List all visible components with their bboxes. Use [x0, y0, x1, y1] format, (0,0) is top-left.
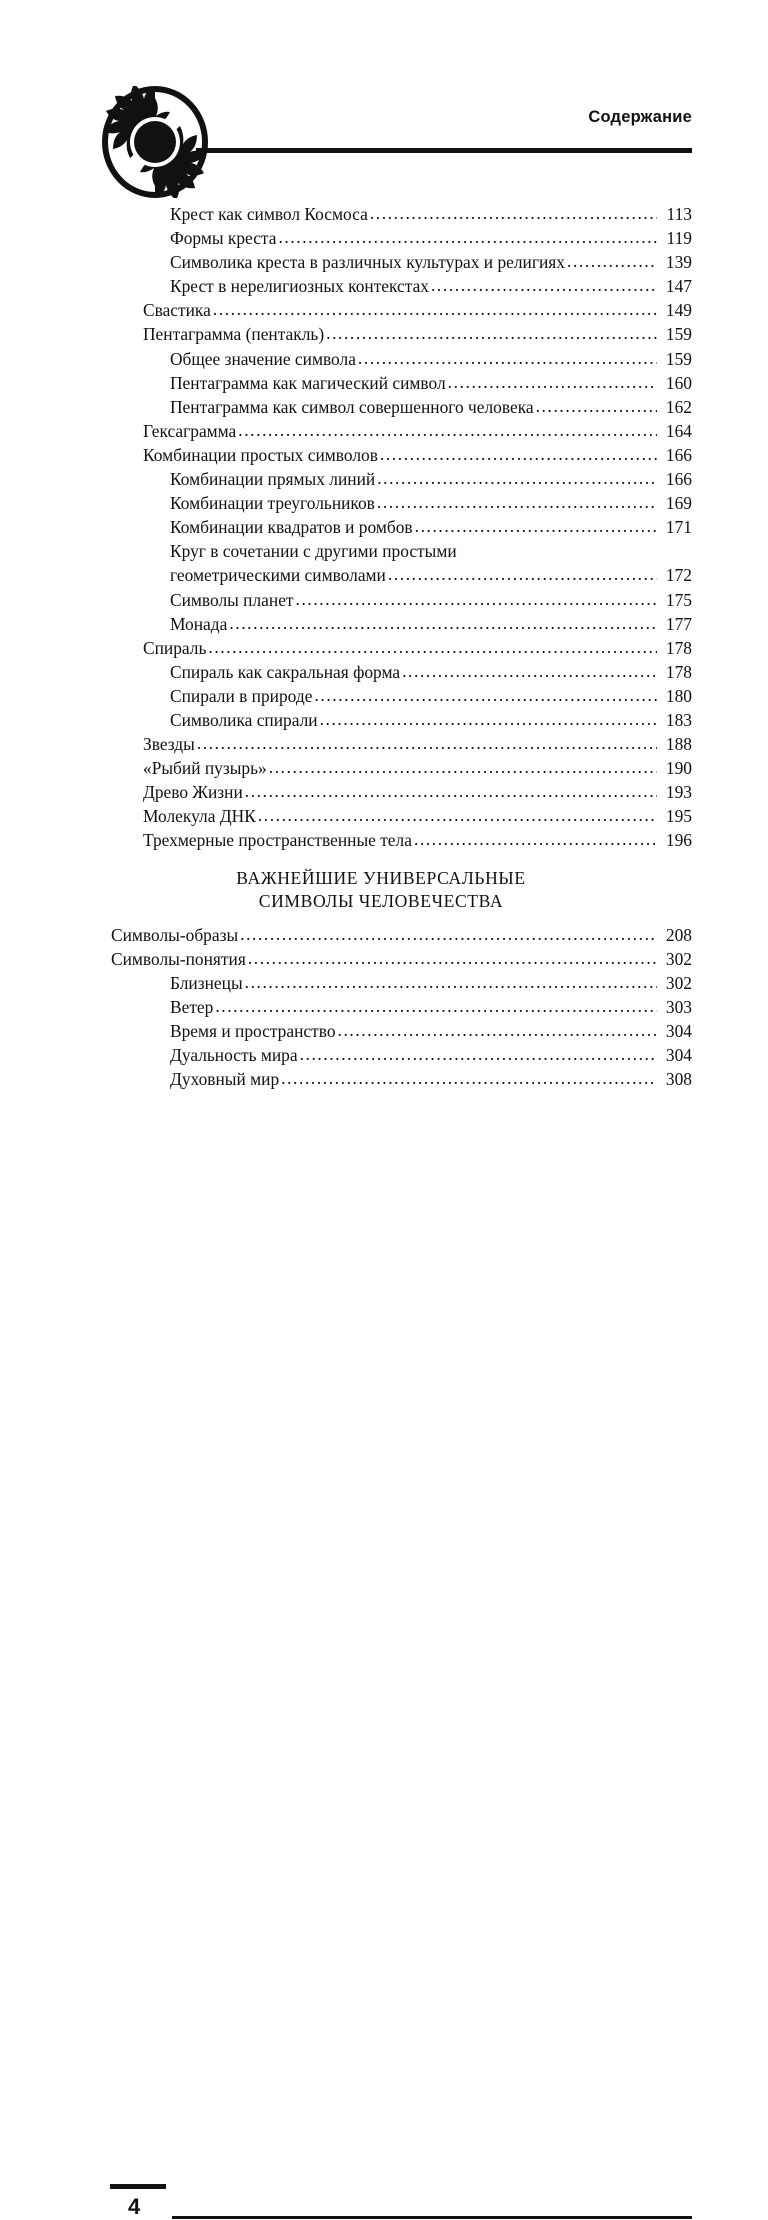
toc-entry-page-number: 113 [666, 204, 692, 224]
toc-entry-label: Древо Жизни [143, 782, 243, 803]
toc-entry[interactable] [0, 588, 768, 612]
toc-entry-label: Время и пространство [170, 1020, 336, 1041]
toc-entry-label: Спирали в природе [170, 685, 313, 706]
toc-entry-label: Пентаграмма как символ совершенного человека [170, 396, 534, 417]
toc-entry-page-number: 166 [665, 469, 692, 490]
footer-rule-long [172, 2216, 692, 2219]
toc-entry-label: Комбинации треугольников [170, 493, 375, 514]
toc-leader-dots [414, 827, 657, 851]
toc-entry-label: Крест как символ Космоса [170, 204, 368, 224]
toc-entry[interactable] [0, 1019, 768, 1043]
toc-entry-page-number: 171 [665, 517, 692, 538]
toc-entry[interactable] [0, 274, 768, 298]
toc-leader-dots [238, 418, 657, 442]
toc-entry[interactable] [0, 1067, 768, 1091]
toc-leader-dots [300, 1042, 657, 1066]
toc-leader-dots [377, 490, 657, 514]
page-footer [0, 1091, 768, 2219]
toc-entry[interactable] [0, 804, 768, 828]
toc-leader-dots [215, 994, 657, 1018]
toc-entry[interactable] [0, 347, 768, 371]
toc-entry-label: Общее значение символа [170, 348, 356, 369]
toc-entry-label: Трехмерные пространственные тела [143, 830, 412, 851]
page-title: Содержание [588, 108, 692, 126]
toc-entry[interactable] [0, 828, 768, 852]
toc-entry-label: Монада [170, 613, 228, 634]
toc-leader-dots [567, 249, 657, 273]
toc-group-bottom [0, 923, 768, 1092]
toc-entry[interactable] [0, 226, 768, 250]
toc-entry[interactable] [0, 780, 768, 804]
toc-entry-label: Спираль [143, 637, 207, 658]
footer-page-number: 4 [128, 2194, 141, 2219]
section-heading-line-2: СИМВОЛЫ ЧЕЛОВЕЧЕСТВА [258, 890, 504, 911]
toc-entry[interactable] [0, 660, 768, 684]
toc-entry[interactable] [0, 515, 768, 539]
toc-entry-label: Пентаграмма как магический символ [170, 372, 446, 393]
toc-entry-label: Свастика [143, 300, 211, 321]
toc-leader-dots [281, 1066, 657, 1090]
toc-entry-label: Комбинации прямых линий [170, 469, 376, 490]
toc-leader-dots [229, 611, 657, 635]
section-heading [0, 867, 768, 913]
toc-entry[interactable] [0, 756, 768, 780]
toc-leader-dots [415, 514, 657, 538]
toc-entry-page-number: 308 [665, 1069, 692, 1090]
toc-entry[interactable] [0, 1043, 768, 1067]
toc-entry[interactable] [0, 563, 768, 587]
toc-leader-dots [338, 1018, 657, 1042]
toc-entry-label: Гексаграмма [143, 420, 237, 441]
toc-entry-label: Символика спирали [170, 709, 318, 730]
toc-leader-dots [208, 635, 657, 659]
toc-leader-dots [213, 297, 657, 321]
toc-leader-dots [402, 659, 657, 683]
toc-entry-label: Молекула ДНК [143, 806, 256, 827]
toc-entry-label: Пентаграмма (пентакль) [143, 324, 325, 345]
toc-leader-dots [269, 755, 657, 779]
toc-entry[interactable] [0, 636, 768, 660]
toc-leader-dots [296, 587, 657, 611]
toc-entry[interactable] [0, 371, 768, 395]
toc-entry-page-number: 193 [665, 782, 692, 803]
toc-leader-dots [240, 922, 657, 946]
toc-group-top [0, 202, 768, 853]
toc-entry-page-number: 190 [665, 758, 692, 779]
toc-leader-dots [380, 442, 657, 466]
toc-leader-dots [370, 201, 657, 225]
toc-entry[interactable] [0, 322, 768, 346]
toc-entry-label: геометрическими символами [170, 565, 386, 586]
toc-entry-page-number: 188 [665, 734, 692, 755]
toc-entry-page-number: 178 [665, 661, 692, 682]
toc-entry-label: Символика креста в различных культурах и религиях [170, 252, 565, 273]
toc-entry[interactable] [0, 732, 768, 756]
toc-entry-page-number: 177 [665, 613, 692, 634]
toc-entry-page-number: 196 [665, 830, 692, 851]
toc-leader-dots [314, 683, 657, 707]
toc-entry[interactable] [0, 947, 768, 971]
toc-entry-label: Крест в нерелигиозных контекстах [170, 276, 429, 297]
toc-entry-page-number: 178 [665, 637, 692, 658]
toc-entry-page-number: 164 [665, 420, 692, 441]
toc-entry-page-number: 302 [665, 948, 692, 969]
toc-entry-label: Круг в сочетании с другими простыми [170, 541, 457, 562]
toc-entry[interactable] [0, 443, 768, 467]
toc-entry-page-number: 139 [665, 252, 692, 273]
toc-leader-dots [431, 273, 657, 297]
toc-entry-page-number: 162 [665, 396, 692, 417]
toc-entry-page-number: 159 [665, 348, 692, 369]
toc-entry[interactable] [0, 491, 768, 515]
toc-entry-label: Символы-образы [111, 924, 239, 945]
toc-entry-page-number: 302 [665, 972, 692, 993]
toc-entry-page-number: 304 [665, 1020, 692, 1041]
toc-entry-page-number: 172 [665, 565, 692, 586]
toc-leader-dots [248, 946, 657, 970]
toc-entry-page-number: 304 [665, 1045, 692, 1065]
toc-entry-page-number: 160 [665, 372, 692, 393]
toc-entry-label: Комбинации квадратов и ромбов [170, 517, 413, 538]
toc-leader-dots [388, 562, 657, 586]
toc-leader-dots [278, 225, 657, 249]
toc-entry-label: Близнецы [170, 972, 243, 993]
toc-entry-page-number: 208 [665, 924, 692, 945]
toc-leader-dots [377, 466, 657, 490]
toc-entry-page-number: 183 [665, 709, 692, 730]
toc-entry-label: Спираль как сакральная форма [170, 661, 401, 682]
toc-entry[interactable] [0, 995, 768, 1019]
toc-entry[interactable] [0, 923, 768, 947]
toc-entry[interactable] [0, 612, 768, 636]
toc-entry-page-number: 149 [665, 300, 692, 321]
toc-entry-label: «Рыбий пузырь» [143, 758, 267, 779]
header-divider [196, 148, 692, 153]
toc-entry[interactable] [0, 298, 768, 322]
toc-entry-label: Дуальность мира [170, 1045, 298, 1065]
toc-leader-dots [358, 346, 657, 370]
toc-entry[interactable] [0, 971, 768, 995]
toc-entry[interactable] [0, 708, 768, 732]
sun-emblem-icon [101, 86, 209, 198]
toc-entry-page-number: 180 [665, 685, 692, 706]
toc-leader-dots [245, 970, 657, 994]
toc-entry-label: Духовный мир [170, 1069, 280, 1090]
toc-entry[interactable] [0, 684, 768, 708]
toc-entry-label: Символы планет [170, 589, 294, 610]
toc-leader-dots [326, 321, 657, 345]
toc-entry-label: Комбинации простых символов [143, 444, 378, 465]
toc-leader-dots [448, 370, 657, 394]
toc-entry-page-number: 166 [665, 444, 692, 465]
toc-entry[interactable] [0, 395, 768, 419]
toc-entry-page-number: 147 [665, 276, 692, 297]
toc-entry-page-number: 159 [665, 324, 692, 345]
toc-leader-dots [197, 731, 657, 755]
toc-entry[interactable] [0, 250, 768, 274]
toc-leader-dots [536, 394, 657, 418]
toc-entry-page-number: 119 [666, 228, 692, 249]
footer-rule-short [110, 2184, 166, 2189]
toc-entry-label: Символы-понятия [111, 948, 246, 969]
toc-entry[interactable] [0, 467, 768, 491]
toc-entry-label: Ветер [170, 996, 214, 1017]
page-header [0, 0, 768, 200]
toc-entry[interactable] [0, 539, 768, 563]
toc-entry-page-number: 169 [665, 493, 692, 514]
section-heading-line-1: ВАЖНЕЙШИЕ УНИВЕРСАЛЬНЫЕ [236, 867, 526, 888]
toc-entry[interactable] [0, 419, 768, 443]
toc-entry-label: Звезды [143, 734, 195, 755]
toc-entry-page-number: 195 [665, 806, 692, 827]
toc-entry-page-number: 303 [665, 996, 692, 1017]
toc-entry-page-number: 175 [665, 589, 692, 610]
toc-leader-dots [258, 803, 657, 827]
toc-leader-dots [245, 779, 657, 803]
toc-entry[interactable] [0, 202, 768, 226]
table-of-contents [0, 202, 768, 1091]
toc-leader-dots [320, 707, 657, 731]
toc-entry-label: Формы креста [170, 228, 277, 249]
